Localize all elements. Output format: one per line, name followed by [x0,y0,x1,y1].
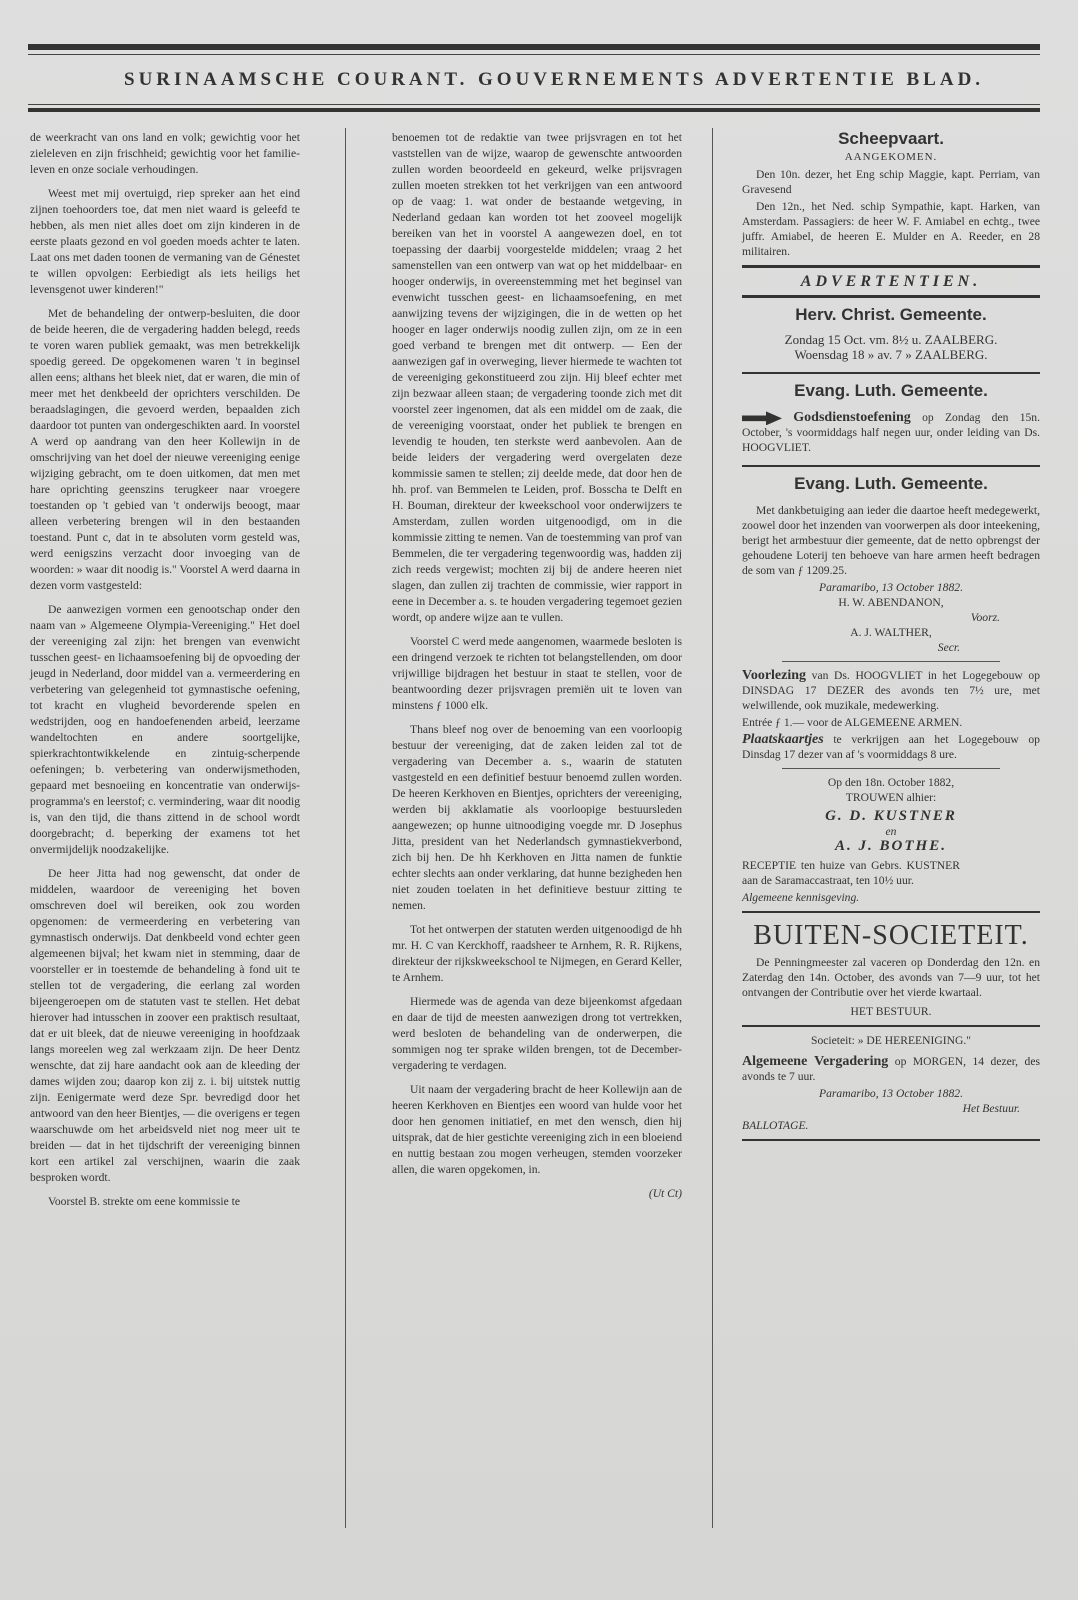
header-rule [28,108,1040,112]
lecture-head: Voorlezing [742,668,807,684]
divider [742,372,1040,374]
paragraph: De aanwezigen vormen een genootschap onder den naam van » Algemeene Olympia-Vereeniging." Het doel der vereeniging zal zijn: het brengen van evenwicht tusschen geest- en lichaamsoefening bij de opvoeding der jeugd in Nederland, door middel van a. vermeerdering en verbetering van gelegenheid tot gymnastische oefening, tot kracht en vlugheid bevorderende spelen en wedstrijden, oog en handoefenenden arbeid, leerzame wandeltochten en andere soortgelijke, spierkrachtontwikkelende en zintuig-scherpende oefeningen; b. verbetering van onderwijsmethoden, gepaard met besnoeiing en koncentratie van onderwijs-programma's en leerstof; c. vermindering, waar dit noodig is, van den tijd, die thans zittend in de school wordt doorgebracht; d. beperking der examens tot het onvermijdelijk noodzakelijke. [30,603,300,856]
tickets-head: Plaatskaartjes [742,732,824,748]
wedding-line-1: Op den 18n. October 1882, [827,776,955,790]
luth1-text: op Zondag den 15n. October, 's voormiddags half negen uur, onder leiding van Ds. HOOGVLIET. [742,411,1040,455]
paragraph: (Ut Ct) [648,1187,682,1200]
paragraph: Met de behandeling der ontwerp-besluiten, die door de beide heeren, die de vergadering hadden belegd, reeds te voren waren publiek gemaakt, was men betrekkelijk spoedig gereed. De opgekomenen waren 't in beginsel allen eens; althans het bleek niet, dat er waren, die min of meer met het denkbeeld der oprichters verschilden. De beraadslagingen, die gevoerd werden, bepaalden zich daardoor tot punten van ondergeschikten aard. In voorstel A werd op aandrang van den heer Kollewijn in de omschrijving van het doel der nieuwe vereeniging eenige wijziging gebracht, om te doen uitkomen, dat men met hare oprichting geenszins terugkeer naar vroegere toestanden op 't gebied van 't onderwijs beoogt, maar alleen verbetering brengen wil in den bestaanden toestand. Punt c, dat in te absoluten vorm gesteld was, werd eenigszins verzacht door invoeging van de woorden: » waar dit noodig is." Voorstel A werd daarna in dezen vorm vastgesteld: [30,307,300,592]
paragraph: de weerkracht van ons land en volk; gewichtig voor het zieleleven en zijn frischheid; gewichtig voor het familie-leven en onze sociale verhoudingen. [30,131,300,176]
tickets-text: te verkrijgen aan het Logegebouw op Dinsdag 17 dezer van af 's voormiddags 8 ure. [742,733,1040,762]
luth1-notice [742,410,1040,455]
column-divider-2 [712,128,713,1528]
paragraph: Hiermede was de agenda van deze bijeenkomst afgedaan en daar de tijd de meesten aanwezigen drong tot vertrekken, werd besloten de behandeling van de onderwerpen, die sommigen nog ter sprake wilden brengen, tot de December-vergadering te verdagen. [392,995,682,1072]
shipping-subtitle: AANGEKOMEN. [844,151,938,163]
luth2-sig2-role: Secr. [937,641,960,655]
top-thin-rule [28,54,1040,55]
divider [742,1139,1040,1141]
luth2-sig1-role: Voorz. [970,611,1000,625]
divider [742,295,1040,298]
herv-line-2: Woensdag 18 » av. 7 » ZAALBERG. [794,347,988,362]
shipping-entry-1: Den 10n. dezer, het Eng schip Maggie, kapt. Perriam, van Gravesend [742,168,1040,196]
luth1-head: Godsdienstoefening [793,410,911,425]
societeit-text: op MORGEN, 14 dezer, des avonds te 7 uur. [742,1055,1040,1084]
masthead-right: GOUVERNEMENTS ADVERTENTIE BLAD. [478,69,985,90]
luth2-sig2: A. J. WALTHER, [850,626,932,640]
societeit-head: Algemeene Vergadering [742,1054,889,1070]
header-thin-rule [28,104,1040,105]
column-3 [742,128,1040,1147]
masthead-left: SURINAAMSCHE COURANT. [124,69,469,90]
advertisements-title: ADVERTENTIEN. [800,273,982,290]
divider [782,768,1000,769]
divider [742,1025,1040,1027]
luth1-title: Evang. Luth. Gemeente. [794,381,988,400]
column-1 [30,130,300,1218]
shipping-title: Scheepvaart. [838,129,944,148]
buiten-title: BUITEN-SOCIETEIT. [753,920,1029,952]
lecture-notice [742,668,1040,713]
column-divider-1 [345,128,346,1528]
luth2-date: Paramaribo, 13 October 1882. [819,581,963,595]
wedding-name-2: A. J. BOTHE. [835,838,947,855]
luth2-title: Evang. Luth. Gemeente. [794,474,988,494]
paragraph: Uit naam der vergadering bracht de heer Kollewijn aan de heeren Kerkhoven en Bientjes een woord van hulde voor het door hen genomen initiatief, en met den wensch, dien hij uitsprak, dat de hier gestichte vereeniging zich in een bloeiend en nuttig bestaan zou mogen verheugen, stemden voorzeker allen, die waren opgekomen, in. [392,1083,682,1176]
herv-title: Herv. Christ. Gemeente. [795,305,987,324]
top-rule [28,44,1040,50]
buiten-sig: HET BESTUUR. [850,1005,932,1019]
wedding-reception: RECEPTIE ten huize van Gebrs. KUSTNER aan de Saramaccastraat, ten 10½ uur. [742,859,960,888]
societeit-ballot: BALLOTAGE. [742,1119,809,1133]
buiten-text: De Penningmeester zal vaceren op Donderdag den 12n. en Zaterdag den 14n. October, des avonds van 7—9 uur, tot het ontvangen der Contributie over het vierde kwartaal. [742,956,1040,1000]
luth2-text: Met dankbetuiging aan ieder die daartoe heeft medegewerkt, zoowel door het inzenden van voorwerpen als door inteekening, berigt het armbestuur dier gemeente, dat de netto opbrengst der gehoudene Loterij ten behoeve van hare armen heeft bedragen de som van ƒ 1209.25. [742,504,1040,578]
divider [742,465,1040,467]
divider [742,265,1040,268]
masthead [28,66,1040,96]
paragraph: Thans bleef nog over de benoeming van een voorloopig bestuur der vereeniging, dat de zaken leiden zal tot de vergadering van December a. s., waarin de statuten vastgesteld en een definitief bestuur benoemd zullen worden. De heeren Kerkhoven en Bientjes, oprichters der vereeniging, werden bij akklamatie als voorloopige bestuursleden aangewezen; op hunne uitnoodiging voegde mr. D Josephus Jitta, president van het Nederlandsch gymnastiekverbond, zich bij hen. De hh Kerkhoven en Jitta namen de funktie echter slechts aan onder verklaring, dat hunne bezigheden hen niet zouden toelaten in het definitieve bestuur zitting te nemen. [392,723,682,912]
lecture-entry: Entrée ƒ 1.— voor de ALGEMEENE ARMEN. [742,716,963,730]
lecture-tickets [742,732,1040,762]
wedding-and: en [885,825,897,839]
paragraph: Weest met mij overtuigd, riep spreker aan het eind zijnen toehoorders toe, dat men niet waard is geleefd te hebben, als men niet alles doet om zijn kinderen in de eerste plaats gezond en vol goeden moeds achter te laten. Laat ons met daden toonen de vermaning van de Génestet te willen opvolgen: Eerbiedigt als iets heiligs het levensgenot uwer kinderen!" [30,187,300,296]
paragraph: Voorstel B. strekte om eene kommissie te [48,1195,241,1208]
societeit-sig: Het Bestuur. [962,1102,1020,1116]
lecture-text: van Ds. HOOGVLIET in het Logegebouw op DINSDAG 17 DEZER des avonds ten 7½ ure, met welwillende, ook muzikale, medewerking. [742,669,1040,713]
wedding-line-2: TROUWEN alhier: [845,791,937,805]
paragraph: De heer Jitta had nog gewenscht, dat onder de middelen, waardoor de vereeniging het boven omschreven doel wil bereiken, ook zou worden opgenomen: de vermeerdering en verbetering van gymnastisch onderwijs. Dat denkbeeld vond echter geen algemeenen bijval; het kwam niet in stemming, daar de voorsteller er in toestemde de behandeling à fond uit te stellen tot de vergadering, die eerlang zal worden bijeengeroepen om de statuten vast te stellen. Het debat hierover had intusschen in zoover een praktisch resultaat, dat er uit bleek, dat de nieuwe vereeniging in hoofdzaak langs moreelen weg zal werkzaam zijn. De heer Dentz wenschte, dat zij hare aandacht ook aan de kleeding der dames wijden zou; daarop kon zij z. i. bij uitstek nuttig zijn. Eenigermate werd deze Spr. bevredigd door het antwoord van den heer Bientjes, — die overigens er tegen waarschuwde om het arbeidsveld niet nog meer uit te breiden — dat in het tijdschrift der vereeniging binnen kort een artikel zal verschijnen, waarin die zaak besproken wordt. [30,867,300,1184]
paragraph: Voorstel C werd mede aangenomen, waarmede besloten is een dringend verzoek te richten tot belangstellenden, om door vrijwillige bijdragen het bestuur in staat te stellen, voor de beantwoording dezer prijsvragen premiën uit te loven van minstens ƒ 1000 elk. [392,635,682,712]
column-2 [392,130,682,1210]
paragraph: benoemen tot de redaktie van twee prijsvragen en tot het vaststellen van de wijze, waarop de gewenschte antwoorden zullen worden beoordeeld en gekeurd, welke prijsvragen zullen moeten strekken tot het verkrijgen van een antwoord op de vaag: 1. wat onder de bestaande wetgeving, in Nederland gedaan kan worden tot het zooveel mogelijk bereiken van het in voorstel A aangewezen doel, en tot toepassing der daarbij voorgestelde middelen; vraag 2 het samenstellen van een ontwerp van wat op het middelbaar- en hooger onderwijs, in overeenstemming met het beginsel van evenwicht tusschen geest- en lichaamsoefening, en met aanwijzing tevens der wijzigingen, die in de wetten op het hooger en lager onderwijs noodig zullen zijn, om ze in een goed verband te brengen met dit ontwerp. — Een der aanwezigen gaf in overweging, liever hiermede te wachten tot de vereeniging gekonstitueerd zou zijn. Hij bleef echter met zijn bezwaar alleen staan; de vergadering toonde zich met dit voorstel zeer ingenomen, dat als een middel om de zaak, die de vereeniging voorstaat, onder het publiek te brengen en levendig te houden, ten sterkste werd aanbevolen. Aan de beide leiders der vergadering werd overgelaten deze kommissie samen te stellen; zij deelde mede, dat door hen de hh. prof. van Bemmelen te Leiden, prof. Bosscha te Delft en H. Bouman, direkteur der kweekschool voor onderwijzers te Amsterdam, zullen worden uitgenoodigd, om in die kommissie zitting te nemen. Van de toestemming van prof van Bemmelen, die ter vergadering tegenwoordig was, hadden zij zich reeds vergewist; mochten zij bij de andere heeren niet slagen, dan zullen zij trachten de commissie, wier rapport in eene in December a. s. te houden vergadering tegemoet gezien wordt, op andere wijze aan te vullen. [392,131,682,624]
paragraph: Tot het ontwerpen der statuten werden uitgenoodigd de hh mr. H. C van Kerckhoff, raadsheer te Arnhem, R. R. Rijkens, direkteur der rijkskweekschool te Nijmegen, en Gerard Keller, te Arnhem. [392,923,682,984]
societeit-notice [742,1054,1040,1084]
divider [742,911,1040,913]
luth2-sig1: H. W. ABENDANON, [838,596,944,610]
wedding-note: Algemeene kennisgeving. [742,891,860,905]
shipping-entry-2: Den 12n., het Ned. schip Sympathie, kapt. Harken, van Amsterdam. Passagiers: de heer W. F. Amiabel en echtg., twee juffr. Amiabel, de heeren E. Mulder en A. Reeder, en 28 militairen. [742,200,1040,258]
pointing-hand-icon [742,411,782,425]
herv-line-1: Zondag 15 Oct. vm. 8½ u. ZAALBERG. [784,332,998,347]
societeit-date: Paramaribo, 13 October 1882. [819,1087,963,1101]
societeit-name: Societeit: » DE HEREENIGING." [811,1034,971,1048]
divider [782,661,1000,662]
wedding-name-1: G. D. KUSTNER [825,808,957,825]
